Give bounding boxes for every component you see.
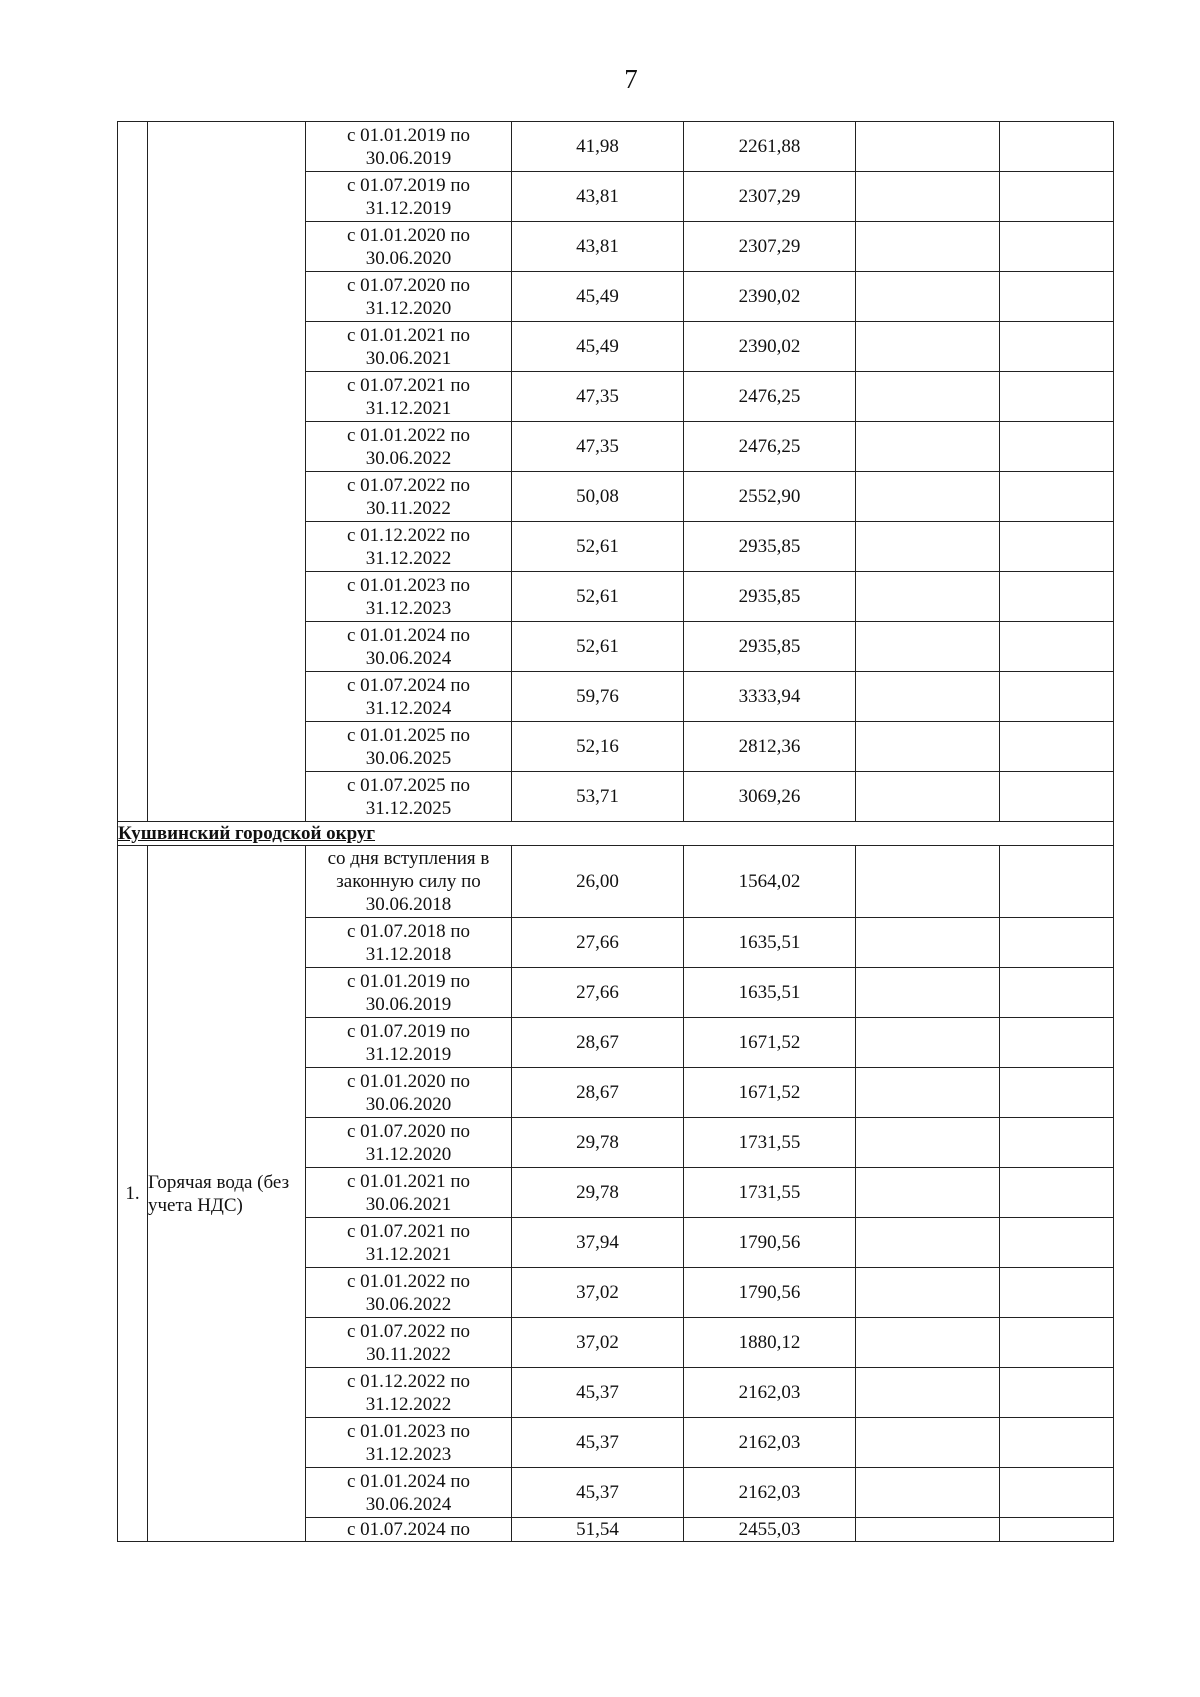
value-3-cell bbox=[856, 622, 1000, 672]
period-from: с 01.07.2022 по bbox=[346, 474, 471, 496]
value-4-cell bbox=[1000, 522, 1114, 572]
period-from: с 01.01.2022 по bbox=[346, 1270, 471, 1292]
value-4-cell bbox=[1000, 172, 1114, 222]
value-3-cell bbox=[856, 1218, 1000, 1268]
value-4-cell bbox=[1000, 322, 1114, 372]
period-from: с 01.01.2023 по bbox=[346, 1420, 471, 1442]
period-cell bbox=[306, 1218, 512, 1268]
value-4-cell bbox=[1000, 472, 1114, 522]
period-cell bbox=[306, 622, 512, 672]
value-3-cell bbox=[856, 122, 1000, 172]
value-3-cell bbox=[856, 322, 1000, 372]
period-cell bbox=[306, 1368, 512, 1418]
period-to: 30.06.2019 bbox=[365, 993, 452, 1015]
value-4-cell bbox=[1000, 122, 1114, 172]
period-from: с 01.07.2020 по bbox=[346, 1120, 471, 1142]
value-2-cell: 1731,55 bbox=[684, 1118, 856, 1168]
period-to: 30.06.2021 bbox=[365, 347, 452, 369]
value-1-cell: 45,37 bbox=[512, 1368, 684, 1418]
period-cell bbox=[306, 1518, 512, 1542]
period-from: с 01.01.2021 по bbox=[346, 1170, 471, 1192]
value-1-cell: 45,37 bbox=[512, 1468, 684, 1518]
period-from: с 01.01.2019 по bbox=[346, 970, 471, 992]
value-4-cell bbox=[1000, 222, 1114, 272]
period-cell bbox=[306, 172, 512, 222]
tariff-table bbox=[117, 121, 1114, 1542]
value-1-cell: 37,94 bbox=[512, 1218, 684, 1268]
value-1-cell: 43,81 bbox=[512, 222, 684, 272]
value-3-cell bbox=[856, 522, 1000, 572]
value-1-cell: 28,67 bbox=[512, 1068, 684, 1118]
item-name-cell: Горячая вода (без учета НДС) bbox=[148, 846, 306, 1542]
period-from: с 01.07.2020 по bbox=[346, 274, 471, 296]
value-2-cell: 2307,29 bbox=[684, 222, 856, 272]
value-4-cell bbox=[1000, 1268, 1114, 1318]
value-2-cell: 1790,56 bbox=[684, 1218, 856, 1268]
value-2-cell: 1671,52 bbox=[684, 1018, 856, 1068]
period-cell bbox=[306, 1468, 512, 1518]
value-1-cell: 47,35 bbox=[512, 372, 684, 422]
value-4-cell bbox=[1000, 422, 1114, 472]
period-to: 31.12.2023 bbox=[365, 597, 452, 619]
period-from: с 01.01.2022 по bbox=[346, 424, 471, 446]
period-from: с 01.07.2019 по bbox=[346, 1020, 471, 1042]
value-3-cell bbox=[856, 472, 1000, 522]
period-cell bbox=[306, 1318, 512, 1368]
value-3-cell bbox=[856, 1468, 1000, 1518]
value-1-cell: 53,71 bbox=[512, 772, 684, 822]
item-name-cell bbox=[148, 122, 306, 822]
period-from: с 01.01.2024 по bbox=[346, 624, 471, 646]
value-4-cell bbox=[1000, 918, 1114, 968]
period-to: 31.12.2018 bbox=[365, 943, 452, 965]
value-4-cell bbox=[1000, 1368, 1114, 1418]
period-from: с 01.07.2021 по bbox=[346, 1220, 471, 1242]
period-from: с 01.01.2019 по bbox=[346, 124, 471, 146]
value-1-cell: 45,49 bbox=[512, 322, 684, 372]
value-3-cell bbox=[856, 968, 1000, 1018]
period-from: с 01.12.2022 по bbox=[346, 524, 471, 546]
value-3-cell bbox=[856, 572, 1000, 622]
period-from: с 01.01.2024 по bbox=[346, 1470, 471, 1492]
value-4-cell bbox=[1000, 1218, 1114, 1268]
value-1-cell: 47,35 bbox=[512, 422, 684, 472]
value-2-cell: 2476,25 bbox=[684, 422, 856, 472]
period-to: 31.12.2022 bbox=[365, 1393, 452, 1415]
value-2-cell: 1790,56 bbox=[684, 1268, 856, 1318]
period-to: 31.12.2025 bbox=[365, 797, 452, 819]
value-1-cell: 37,02 bbox=[512, 1268, 684, 1318]
period-to: 31.12.2021 bbox=[365, 397, 452, 419]
page-number: 7 bbox=[624, 64, 638, 94]
period-to: 31.12.2019 bbox=[365, 1043, 452, 1065]
value-3-cell bbox=[856, 272, 1000, 322]
table-row bbox=[118, 122, 1114, 172]
value-2-cell: 2935,85 bbox=[684, 572, 856, 622]
tariff-table-body bbox=[118, 122, 1114, 1542]
value-2-cell: 2162,03 bbox=[684, 1418, 856, 1468]
period-to: 30.06.2025 bbox=[365, 747, 452, 769]
value-3-cell bbox=[856, 672, 1000, 722]
value-1-cell: 52,16 bbox=[512, 722, 684, 772]
value-1-cell: 59,76 bbox=[512, 672, 684, 722]
value-4-cell bbox=[1000, 968, 1114, 1018]
value-4-cell bbox=[1000, 1318, 1114, 1368]
value-3-cell bbox=[856, 1018, 1000, 1068]
value-2-cell: 1635,51 bbox=[684, 918, 856, 968]
value-2-cell: 2476,25 bbox=[684, 372, 856, 422]
value-2-cell: 1880,12 bbox=[684, 1318, 856, 1368]
period-cell bbox=[306, 322, 512, 372]
period-cell bbox=[306, 222, 512, 272]
period-cell: со дня вступления в законную силу по 30.06.2018 bbox=[306, 846, 512, 918]
value-4-cell bbox=[1000, 772, 1114, 822]
period-from: с 01.01.2025 по bbox=[346, 724, 471, 746]
value-4-cell bbox=[1000, 1418, 1114, 1468]
period-from: с 01.07.2019 по bbox=[346, 174, 471, 196]
value-2-cell: 2552,90 bbox=[684, 472, 856, 522]
value-1-cell: 29,78 bbox=[512, 1168, 684, 1218]
period-from: с 01.01.2020 по bbox=[346, 1070, 471, 1092]
period-cell bbox=[306, 1168, 512, 1218]
value-3-cell bbox=[856, 1318, 1000, 1368]
value-3-cell bbox=[856, 722, 1000, 772]
period-cell bbox=[306, 672, 512, 722]
period-to: 30.06.2024 bbox=[365, 1493, 452, 1515]
period-cell bbox=[306, 968, 512, 1018]
period-from: с 01.07.2024 по bbox=[346, 674, 471, 696]
period-to: 31.12.2023 bbox=[365, 1443, 452, 1465]
item-number-cell bbox=[118, 122, 148, 822]
value-3-cell bbox=[856, 222, 1000, 272]
value-3-cell bbox=[856, 1268, 1000, 1318]
period-cell bbox=[306, 572, 512, 622]
value-3-cell bbox=[856, 1118, 1000, 1168]
value-1-cell: 52,61 bbox=[512, 572, 684, 622]
period-to: 30.06.2022 bbox=[365, 1293, 452, 1315]
period-to: 30.06.2020 bbox=[365, 1093, 452, 1115]
value-3-cell bbox=[856, 1518, 1000, 1542]
item-number-cell: 1. bbox=[118, 846, 148, 1542]
period-to: 31.12.2019 bbox=[365, 197, 452, 219]
value-1-cell: 51,54 bbox=[512, 1518, 684, 1542]
value-1-cell: 28,67 bbox=[512, 1018, 684, 1068]
period-to: 30.06.2021 bbox=[365, 1193, 452, 1215]
value-4-cell bbox=[1000, 372, 1114, 422]
period-to: 31.12.2021 bbox=[365, 1243, 452, 1265]
period-from: с 01.01.2021 по bbox=[346, 324, 471, 346]
value-1-cell: 27,66 bbox=[512, 918, 684, 968]
value-1-cell: 43,81 bbox=[512, 172, 684, 222]
period-to: 30.06.2019 bbox=[365, 147, 452, 169]
period-cell bbox=[306, 1118, 512, 1168]
value-2-cell: 3333,94 bbox=[684, 672, 856, 722]
period-cell bbox=[306, 272, 512, 322]
value-1-cell: 45,49 bbox=[512, 272, 684, 322]
period-cell bbox=[306, 472, 512, 522]
period-from: с 01.07.2018 по bbox=[346, 920, 471, 942]
value-2-cell: 2261,88 bbox=[684, 122, 856, 172]
period-from: с 01.07.2021 по bbox=[346, 374, 471, 396]
period-to: 30.11.2022 bbox=[366, 497, 451, 519]
value-2-cell: 1731,55 bbox=[684, 1168, 856, 1218]
period-cell bbox=[306, 1268, 512, 1318]
period-from: с 01.07.2025 по bbox=[346, 774, 471, 796]
value-2-cell: 3069,26 bbox=[684, 772, 856, 822]
period-to: 30.11.2022 bbox=[366, 1343, 451, 1365]
value-1-cell: 45,37 bbox=[512, 1418, 684, 1468]
period-cell bbox=[306, 772, 512, 822]
value-4-cell bbox=[1000, 1468, 1114, 1518]
value-4-cell bbox=[1000, 1118, 1114, 1168]
value-2-cell: 2935,85 bbox=[684, 522, 856, 572]
value-3-cell bbox=[856, 1068, 1000, 1118]
value-3-cell bbox=[856, 1168, 1000, 1218]
value-2-cell: 2390,02 bbox=[684, 322, 856, 372]
period-from: с 01.07.2022 по bbox=[346, 1320, 471, 1342]
period-cell bbox=[306, 1068, 512, 1118]
value-1-cell: 26,00 bbox=[512, 846, 684, 918]
period-cell bbox=[306, 122, 512, 172]
value-4-cell bbox=[1000, 672, 1114, 722]
period-to: 31.12.2022 bbox=[365, 547, 452, 569]
value-2-cell: 2162,03 bbox=[684, 1368, 856, 1418]
value-4-cell bbox=[1000, 722, 1114, 772]
value-1-cell: 37,02 bbox=[512, 1318, 684, 1368]
table-row bbox=[118, 846, 1114, 918]
value-2-cell: 1564,02 bbox=[684, 846, 856, 918]
period-cell bbox=[306, 422, 512, 472]
value-2-cell: 2390,02 bbox=[684, 272, 856, 322]
period-to: 30.06.2022 bbox=[365, 447, 452, 469]
value-3-cell bbox=[856, 846, 1000, 918]
value-2-cell: 2162,03 bbox=[684, 1468, 856, 1518]
period-cell bbox=[306, 372, 512, 422]
value-3-cell bbox=[856, 772, 1000, 822]
period-from: с 01.01.2020 по bbox=[346, 224, 471, 246]
value-4-cell bbox=[1000, 1518, 1114, 1542]
value-1-cell: 29,78 bbox=[512, 1118, 684, 1168]
section-header-row bbox=[118, 822, 1114, 846]
value-3-cell bbox=[856, 422, 1000, 472]
period-to: 31.12.2024 bbox=[365, 697, 452, 719]
value-3-cell bbox=[856, 1368, 1000, 1418]
value-1-cell: 52,61 bbox=[512, 622, 684, 672]
value-2-cell: 1671,52 bbox=[684, 1068, 856, 1118]
value-4-cell bbox=[1000, 846, 1114, 918]
period-cell bbox=[306, 522, 512, 572]
period-cell bbox=[306, 1018, 512, 1068]
value-2-cell: 1635,51 bbox=[684, 968, 856, 1018]
value-4-cell bbox=[1000, 572, 1114, 622]
value-4-cell bbox=[1000, 1168, 1114, 1218]
value-3-cell bbox=[856, 1418, 1000, 1468]
period-to: 30.06.2020 bbox=[365, 247, 452, 269]
period-cell bbox=[306, 1418, 512, 1468]
value-4-cell bbox=[1000, 1018, 1114, 1068]
value-3-cell bbox=[856, 918, 1000, 968]
period-to: 30.06.2024 bbox=[365, 647, 452, 669]
period-from: с 01.07.2024 по bbox=[346, 1519, 471, 1540]
period-from: с 01.01.2023 по bbox=[346, 574, 471, 596]
value-4-cell bbox=[1000, 1068, 1114, 1118]
value-2-cell: 2812,36 bbox=[684, 722, 856, 772]
value-2-cell: 2455,03 bbox=[684, 1518, 856, 1542]
value-2-cell: 2307,29 bbox=[684, 172, 856, 222]
value-1-cell: 27,66 bbox=[512, 968, 684, 1018]
period-to: 31.12.2020 bbox=[365, 1143, 452, 1165]
value-1-cell: 52,61 bbox=[512, 522, 684, 572]
value-1-cell: 50,08 bbox=[512, 472, 684, 522]
value-2-cell: 2935,85 bbox=[684, 622, 856, 672]
value-3-cell bbox=[856, 172, 1000, 222]
period-cell bbox=[306, 918, 512, 968]
period-cell bbox=[306, 722, 512, 772]
period-to: 31.12.2020 bbox=[365, 297, 452, 319]
section-title: Кушвинский городской округ bbox=[118, 822, 1114, 846]
value-1-cell: 41,98 bbox=[512, 122, 684, 172]
period-from: с 01.12.2022 по bbox=[346, 1370, 471, 1392]
value-3-cell bbox=[856, 372, 1000, 422]
value-4-cell bbox=[1000, 622, 1114, 672]
value-4-cell bbox=[1000, 272, 1114, 322]
